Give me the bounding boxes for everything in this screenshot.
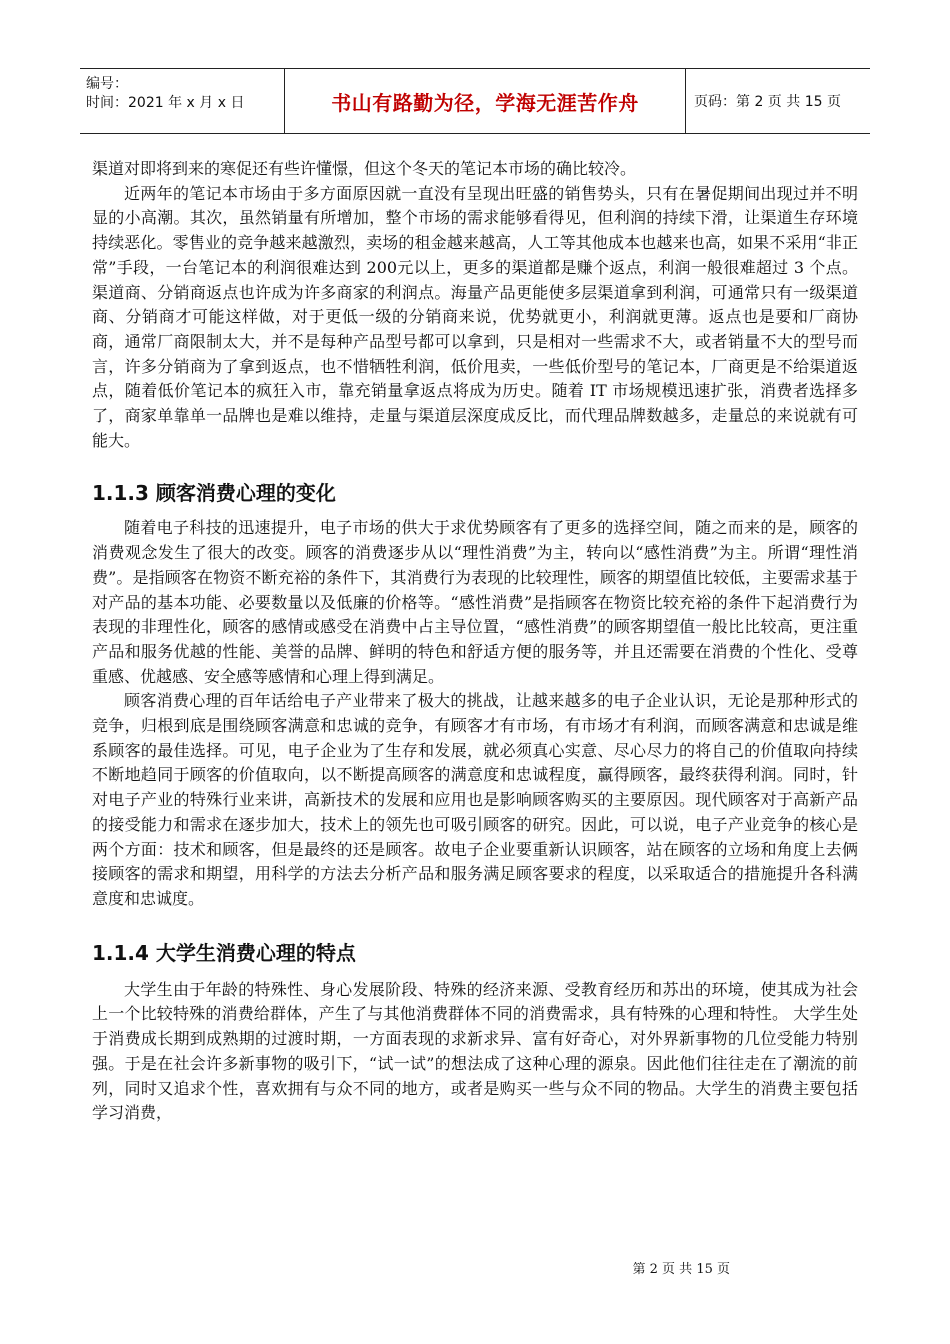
header-motto-cell bbox=[284, 69, 686, 133]
section-heading-1-1-4: 1.1.4 大学生消费心理的特点 bbox=[92, 940, 356, 965]
header-motto: 书山有路勤为径，学海无涯苦作舟 bbox=[331, 90, 639, 115]
document-body bbox=[92, 157, 858, 1126]
section-heading-1-1-3: 1.1.3 顾客消费心理的变化 bbox=[92, 481, 336, 506]
paragraph-continuation: 渠道对即将到来的寒促还有些许懂憬，但这个冬天的笔记本市场的确比较冷。 bbox=[92, 159, 637, 178]
spacer bbox=[92, 967, 858, 978]
paragraph-notebook-market: 近两年的笔记本市场由于多方面原因就一直没有呈现出旺盛的销售势头，只有在暑促期间出现过并不明显的小高潮。其次，虽然销量有所增加，整个市场的需求能够看得见，但利润的持续下滑，让渠道生存环境持续恶化。零售业的竞争越来越激烈，卖场的租金越来越高，人工等其他成本也越来也高，如果不采用“非正常”手段，一台笔记本的利润很难达到 200元以上，更多的渠道都是赚个返点，利润一般很难超过 3 个点。渠道商、分销商返点也许成为许多商家的利润点。海量产品更能使多层渠道拿到利润，可通常只有一级渠道商、分销商才可能这样做，对于更低一级的分销商来说，优势就更小，利润就更薄。返点也是要和厂商协商，通常厂商限制太大，并不是每种产品型号都可以拿到，只是相对一些需求不大，或者销量不大的型号而言，许多分销商为了拿到返点，也不惜牺牲利润，低价甩卖，一些低价型号的笔记本，厂商更是不给渠道返点，随着低价笔记本的疯狂入市，靠充销量拿返点将成为历史。随着 IT 市场规模迅速扩张，消费者选择多了，商家单靠单一品牌也是难以维持，走量与渠道层深度成反比，而代理品牌数越多，走量总的来说就有可能大。 bbox=[92, 183, 858, 450]
paragraph-consumer-psychology-change: 随着电子科技的迅速提升，电子市场的供大于求优势顾客有了更多的选择空间，随之而来的是，顾客的消费观念发生了很大的改变。顾客的消费逐步从以“理性消费”为主，转向以“感性消费”为主。所谓“理性消费”。是指顾客在物资不断充裕的条件下，其消费行为表现的比较理性，顾客的期望值比较低，主要需求基于对产品的基本功能、必要数量以及低廉的价格等。“感性消费”是指顾客在物资比较充裕的条件下起消费行为表现的非理性化，顾客的感情或感受在消费中占主导位置，“感性消费”的顾客期望值一般比比较高，更注重产品和服务优越的性能、美誉的品牌、鲜明的特色和舒适方便的服务等，并且还需要在消费的个性化、受尊重感、优越感、安全感等感情和心理上得到满足。 bbox=[92, 518, 858, 686]
header-meta bbox=[80, 69, 284, 133]
header-page-code: 页码：第 2 页 共 15 页 bbox=[694, 94, 841, 110]
paragraph-customer-satisfaction: 顾客消费心理的百年话给电子产业带来了极大的挑战，让越来越多的电子企业认识，无论是那种形式的竞争，归根到底是围绕顾客满意和忠诚的竞争，有顾客才有市场，有市场才有利润，而顾客满意和忠诚是维系顾客的最佳选择。可见，电子企业为了生存和发展，就必须真心实意、尽心尽力的将自己的价值取向持续不断地趋同于顾客的价值取向，以不断提高顾客的满意度和忠诚程度，赢得顾客，最终获得利润。同时，针对电子产业的特殊行业来讲，高新技术的发展和应用也是影响顾客购买的主要原因。现代顾客对于高新产品的接受能力和需求在逐步加大，技术上的领先也可吸引顾客的研究。因此，可以说，电子产业竞争的核心是两个方面：技术和顾客，但是最终的还是顾客。故电子企业要重新认识顾客，站在顾客的立场和角度上去俩接顾客的需求和期望，用科学的方法去分析产品和服务满足顾客要求的程度，以采取适合的措施提升各科满意度和忠诚度。 bbox=[92, 691, 858, 908]
page-header bbox=[80, 68, 870, 134]
page-footer: 第 2 页 共 15 页 bbox=[632, 1262, 730, 1277]
document-number-label: 编号： bbox=[86, 76, 128, 92]
spacer bbox=[92, 453, 858, 479]
spacer bbox=[92, 507, 858, 516]
document-date: 时间：2021 年 x 月 x 日 bbox=[86, 95, 245, 111]
spacer bbox=[92, 912, 858, 939]
paragraph-student-consumption: 大学生由于年龄的特殊性、身心发展阶段、特殊的经济来源、受教育经历和苏出的环境，使其成为社会上一个比较特殊的消费给群体，产生了与其他消费群体不同的消费需求，具有特殊的心理和特性。 大学生处于消费成长期到成熟期的过渡时期，一方面表现的求新求异、富有好奇心，对外界新事物的几位受能力特别强。于是在社会许多新事物的吸引下，“试一试”的想法成了这种心理的源泉。因此他们往往走在了潮流的前列，同时又追求个性，喜欢拥有与众不同的地方，或者是购买一些与众不同的物品。大学生的消费主要包括学习消费， bbox=[92, 979, 858, 1123]
